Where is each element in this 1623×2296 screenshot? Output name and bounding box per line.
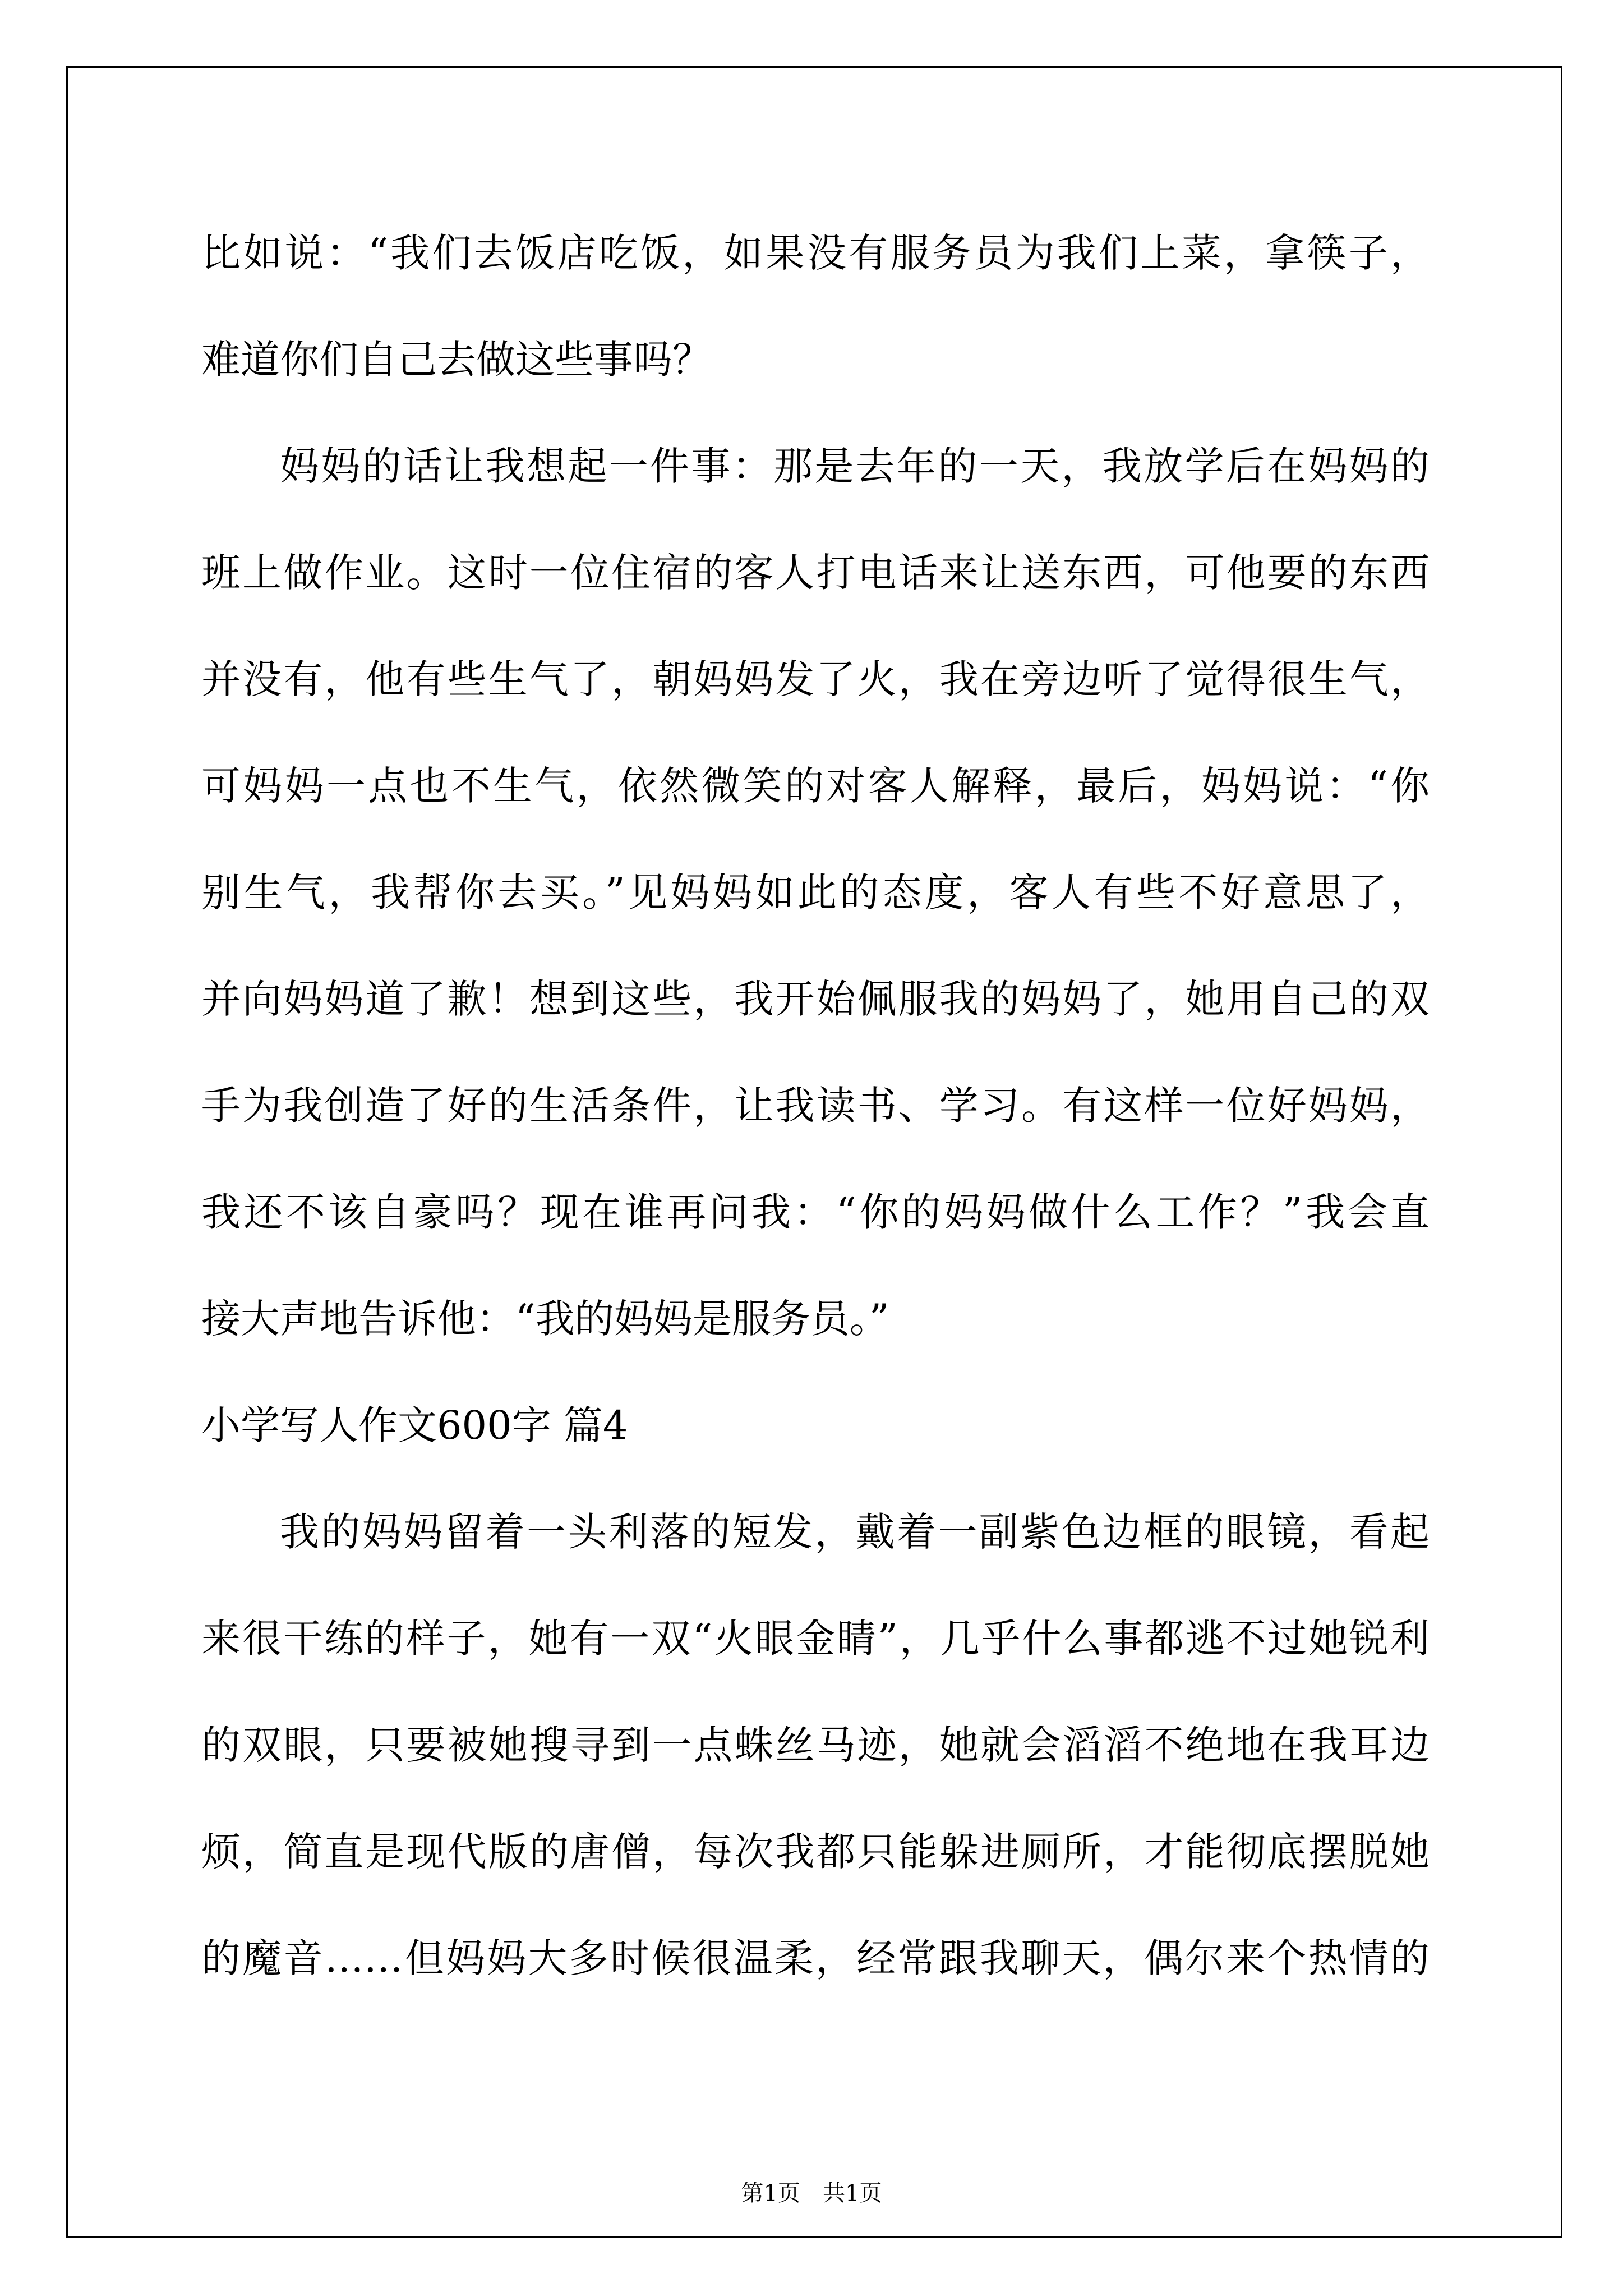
- text-line: 烦，简直是现代版的唐僧，每次我都只能躲进厕所，才能彻底摆脱她: [201, 1829, 1430, 1875]
- document-body: [201, 200, 1430, 2012]
- section-heading: 小学写人作文600字 篇4: [201, 1402, 628, 1448]
- text-line: 手为我创造了好的生活条件，让我读书、学习。有这样一位好妈妈，: [201, 1083, 1430, 1129]
- total-pages: 共1页: [823, 2180, 882, 2206]
- text-line: 别生气，我帮你去买。”见妈妈如此的态度，客人有些不好意思了，: [201, 869, 1430, 915]
- text-line: 可妈妈一点也不生气，依然微笑的对客人解释，最后，妈妈说：“你: [201, 763, 1430, 809]
- current-page-number: 第1页: [741, 2180, 800, 2206]
- text-line: 比如说：“我们去饭店吃饭，如果没有服务员为我们上菜，拿筷子，: [201, 230, 1430, 276]
- text-line: 并没有，他有些生气了，朝妈妈发了火，我在旁边听了觉得很生气，: [201, 656, 1430, 702]
- text-line: 我的妈妈留着一头利落的短发，戴着一副紫色边框的眼镜，看起: [280, 1509, 1430, 1555]
- text-line: 我还不该自豪吗？现在谁再问我：“你的妈妈做什么工作？”我会直: [201, 1189, 1430, 1235]
- text-line: 的魔音……但妈妈大多时候很温柔，经常跟我聊天，偶尔来个热情的: [201, 1935, 1430, 1981]
- text-line: 的双眼，只要被她搜寻到一点蛛丝马迹，她就会滔滔不绝地在我耳边: [201, 1722, 1430, 1768]
- text-line: 妈妈的话让我想起一件事：那是去年的一天，我放学后在妈妈的: [280, 443, 1430, 489]
- text-line: 来很干练的样子，她有一双“火眼金睛”，几乎什么事都逃不过她锐利: [201, 1616, 1430, 1662]
- text-line: 班上做作业。这时一位住宿的客人打电话来让送东西，可他要的东西: [201, 550, 1430, 596]
- paragraph: [201, 200, 1430, 413]
- text-line: 并向妈妈道了歉！想到这些，我开始佩服我的妈妈了，她用自己的双: [201, 976, 1430, 1022]
- paragraph: [201, 1479, 1430, 2012]
- text-line: 接大声地告诉他：“我的妈妈是服务员。”: [201, 1296, 889, 1342]
- paragraph: [201, 413, 1430, 1372]
- page-footer: [0, 2177, 1623, 2210]
- text-line: 难道你们自己去做这些事吗？: [201, 337, 712, 383]
